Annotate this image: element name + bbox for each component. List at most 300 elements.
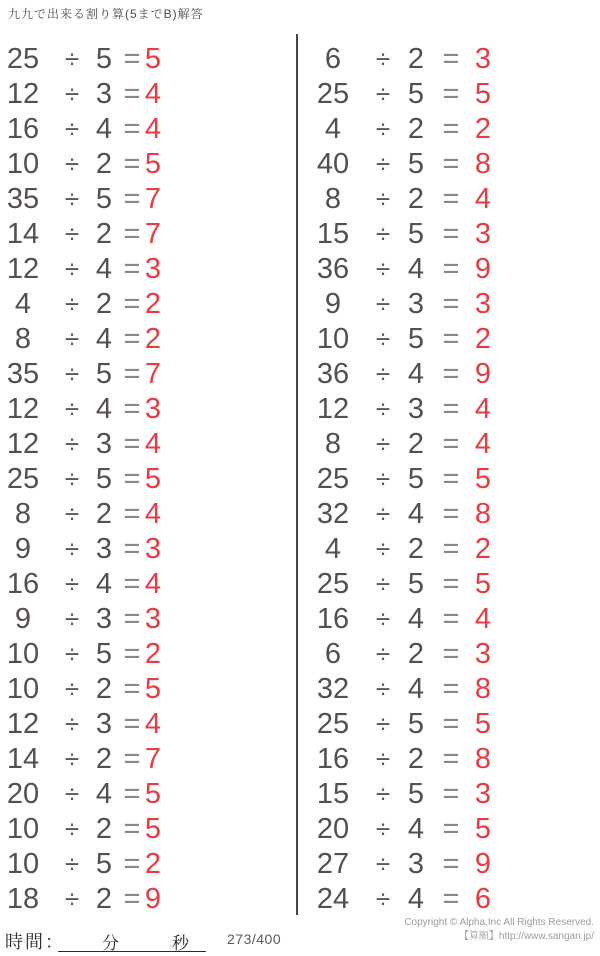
divisor-value: 4 — [407, 673, 425, 705]
answer-value: 7 — [144, 183, 162, 215]
problem-row — [0, 532, 240, 567]
answer-value: 5 — [474, 463, 492, 495]
divisor-value: 5 — [407, 78, 425, 110]
copyright-notice — [404, 916, 594, 944]
divisor-value: 3 — [407, 288, 425, 320]
divisor-value: 5 — [407, 148, 425, 180]
divide-sign: ÷ — [64, 184, 80, 214]
equals-sign: = — [123, 533, 141, 565]
problem-row — [310, 462, 550, 497]
divisor-value: 3 — [407, 393, 425, 425]
problem-row — [0, 777, 240, 812]
divide-sign: ÷ — [375, 464, 391, 494]
divisor-value: 3 — [95, 428, 113, 460]
divisor-value: 3 — [95, 533, 113, 565]
divisor-value: 5 — [407, 708, 425, 740]
divide-sign: ÷ — [64, 534, 80, 564]
divide-sign: ÷ — [375, 289, 391, 319]
problem-row — [310, 322, 550, 357]
equals-sign: = — [123, 183, 141, 215]
divide-sign: ÷ — [375, 884, 391, 914]
column-divider-line — [296, 34, 298, 915]
equals-sign: = — [123, 78, 141, 110]
divide-sign: ÷ — [64, 394, 80, 424]
answer-value: 7 — [144, 358, 162, 390]
answer-value: 5 — [144, 148, 162, 180]
problem-row — [310, 217, 550, 252]
equals-sign: = — [442, 463, 460, 495]
dividend-value: 8 — [324, 428, 342, 460]
answer-value: 2 — [474, 113, 492, 145]
problem-row — [310, 532, 550, 567]
equals-sign: = — [442, 288, 460, 320]
equals-sign: = — [442, 848, 460, 880]
equals-sign: = — [123, 253, 141, 285]
equals-sign: = — [442, 498, 460, 530]
answer-value: 4 — [144, 498, 162, 530]
dividend-value: 14 — [6, 743, 40, 775]
problem-row — [310, 42, 550, 77]
time-label: 時間： — [5, 932, 65, 952]
divide-sign: ÷ — [64, 709, 80, 739]
divide-sign: ÷ — [64, 324, 80, 354]
equals-sign: = — [442, 533, 460, 565]
answer-value: 3 — [144, 393, 162, 425]
equals-sign: = — [442, 43, 460, 75]
dividend-value: 16 — [6, 568, 40, 600]
answer-value: 5 — [474, 813, 492, 845]
dividend-value: 35 — [6, 183, 40, 215]
problem-row — [310, 777, 550, 812]
equals-sign: = — [123, 393, 141, 425]
copyright-line2: 【算願】http://www.sangan.jp/ — [458, 931, 594, 942]
divide-sign: ÷ — [64, 744, 80, 774]
dividend-value: 4 — [324, 533, 342, 565]
answer-value: 3 — [474, 638, 492, 670]
dividend-value: 15 — [316, 218, 350, 250]
equals-sign: = — [123, 673, 141, 705]
dividend-value: 10 — [6, 813, 40, 845]
dividend-value: 36 — [316, 358, 350, 390]
answer-value: 2 — [474, 533, 492, 565]
dividend-value: 25 — [316, 78, 350, 110]
answer-value: 6 — [474, 883, 492, 915]
answer-value: 2 — [144, 323, 162, 355]
problem-row — [0, 77, 240, 112]
dividend-value: 9 — [14, 603, 32, 635]
divisor-value: 2 — [95, 673, 113, 705]
dividend-value: 10 — [6, 848, 40, 880]
divisor-value: 4 — [407, 603, 425, 635]
divide-sign: ÷ — [375, 149, 391, 179]
dividend-value: 16 — [316, 743, 350, 775]
equals-sign: = — [123, 708, 141, 740]
divisor-value: 5 — [407, 463, 425, 495]
equals-sign: = — [442, 778, 460, 810]
divide-sign: ÷ — [64, 779, 80, 809]
equals-sign: = — [123, 883, 141, 915]
dividend-value: 9 — [14, 533, 32, 565]
equals-sign: = — [442, 428, 460, 460]
divide-sign: ÷ — [375, 534, 391, 564]
problem-row — [310, 637, 550, 672]
problem-row — [0, 497, 240, 532]
divide-sign: ÷ — [375, 114, 391, 144]
answer-value: 9 — [144, 883, 162, 915]
dividend-value: 20 — [6, 778, 40, 810]
dividend-value: 12 — [6, 708, 40, 740]
answer-value: 3 — [474, 288, 492, 320]
divide-sign: ÷ — [64, 569, 80, 599]
equals-sign: = — [442, 568, 460, 600]
problems-column-right — [310, 42, 550, 917]
equals-sign: = — [442, 673, 460, 705]
answer-value: 4 — [144, 428, 162, 460]
problem-row — [0, 427, 240, 462]
dividend-value: 32 — [316, 498, 350, 530]
divisor-value: 5 — [95, 183, 113, 215]
equals-sign: = — [123, 568, 141, 600]
dividend-value: 32 — [316, 673, 350, 705]
dividend-value: 8 — [14, 323, 32, 355]
divisor-value: 4 — [95, 113, 113, 145]
dividend-value: 14 — [6, 218, 40, 250]
dividend-value: 10 — [6, 148, 40, 180]
problem-row — [310, 252, 550, 287]
equals-sign: = — [123, 463, 141, 495]
divisor-value: 5 — [95, 848, 113, 880]
problem-row — [310, 497, 550, 532]
divide-sign: ÷ — [375, 814, 391, 844]
problem-row — [310, 672, 550, 707]
problem-row — [310, 602, 550, 637]
equals-sign: = — [442, 148, 460, 180]
divide-sign: ÷ — [375, 674, 391, 704]
equals-sign: = — [442, 883, 460, 915]
dividend-value: 25 — [6, 43, 40, 75]
problem-row — [0, 672, 240, 707]
equals-sign: = — [123, 148, 141, 180]
equals-sign: = — [442, 743, 460, 775]
equals-sign: = — [442, 253, 460, 285]
equals-sign: = — [123, 218, 141, 250]
problem-row — [310, 77, 550, 112]
divisor-value: 4 — [95, 393, 113, 425]
problem-row — [0, 462, 240, 497]
page-indicator: 273/400 — [227, 931, 282, 947]
dividend-value: 10 — [316, 323, 350, 355]
divisor-value: 4 — [95, 323, 113, 355]
divisor-value: 2 — [407, 533, 425, 565]
dividend-value: 12 — [6, 78, 40, 110]
dividend-value: 8 — [14, 498, 32, 530]
answer-value: 5 — [144, 778, 162, 810]
equals-sign: = — [123, 498, 141, 530]
divide-sign: ÷ — [64, 604, 80, 634]
problem-row — [310, 882, 550, 917]
divisor-value: 4 — [407, 813, 425, 845]
divide-sign: ÷ — [375, 779, 391, 809]
divisor-value: 4 — [407, 883, 425, 915]
answer-value: 3 — [474, 778, 492, 810]
problem-row — [310, 567, 550, 602]
divisor-value: 5 — [407, 568, 425, 600]
divisor-value: 2 — [407, 638, 425, 670]
divisor-value: 2 — [407, 428, 425, 460]
answer-value: 7 — [144, 743, 162, 775]
dividend-value: 25 — [6, 463, 40, 495]
dividend-value: 9 — [324, 288, 342, 320]
divisor-value: 4 — [407, 358, 425, 390]
divisor-value: 3 — [95, 603, 113, 635]
equals-sign: = — [123, 603, 141, 635]
answer-value: 4 — [474, 603, 492, 635]
answer-value: 8 — [474, 673, 492, 705]
divisor-value: 4 — [95, 778, 113, 810]
problems-column-left — [0, 42, 240, 917]
equals-sign: = — [442, 393, 460, 425]
equals-sign: = — [123, 288, 141, 320]
answer-value: 4 — [474, 428, 492, 460]
dividend-value: 35 — [6, 358, 40, 390]
equals-sign: = — [442, 638, 460, 670]
answer-value: 3 — [474, 43, 492, 75]
equals-sign: = — [442, 603, 460, 635]
answer-value: 9 — [474, 253, 492, 285]
divisor-value: 2 — [407, 113, 425, 145]
divisor-value: 2 — [95, 883, 113, 915]
divide-sign: ÷ — [375, 394, 391, 424]
dividend-value: 24 — [316, 883, 350, 915]
dividend-value: 8 — [324, 183, 342, 215]
answer-value: 3 — [144, 603, 162, 635]
dividend-value: 10 — [6, 673, 40, 705]
divide-sign: ÷ — [375, 639, 391, 669]
divide-sign: ÷ — [64, 849, 80, 879]
divisor-value: 4 — [407, 253, 425, 285]
answer-value: 4 — [474, 183, 492, 215]
divide-sign: ÷ — [64, 289, 80, 319]
divide-sign: ÷ — [64, 814, 80, 844]
divide-sign: ÷ — [375, 569, 391, 599]
dividend-value: 12 — [6, 428, 40, 460]
answer-value: 8 — [474, 148, 492, 180]
equals-sign: = — [123, 113, 141, 145]
answer-value: 2 — [144, 288, 162, 320]
dividend-value: 27 — [316, 848, 350, 880]
divide-sign: ÷ — [375, 44, 391, 74]
divisor-value: 3 — [95, 708, 113, 740]
equals-sign: = — [123, 358, 141, 390]
dividend-value: 20 — [316, 813, 350, 845]
divide-sign: ÷ — [64, 219, 80, 249]
dividend-value: 18 — [6, 883, 40, 915]
divide-sign: ÷ — [64, 639, 80, 669]
problem-row — [0, 637, 240, 672]
divide-sign: ÷ — [375, 359, 391, 389]
minutes-unit-label: 分 — [102, 934, 119, 953]
answer-value: 3 — [144, 533, 162, 565]
divisor-value: 2 — [95, 813, 113, 845]
problem-row — [0, 357, 240, 392]
divisor-value: 2 — [95, 218, 113, 250]
divisor-value: 4 — [95, 253, 113, 285]
divide-sign: ÷ — [375, 709, 391, 739]
answer-value: 4 — [474, 393, 492, 425]
divide-sign: ÷ — [375, 744, 391, 774]
divisor-value: 5 — [407, 778, 425, 810]
dividend-value: 6 — [324, 43, 342, 75]
dividend-value: 4 — [14, 288, 32, 320]
divisor-value: 5 — [95, 638, 113, 670]
dividend-value: 4 — [324, 113, 342, 145]
problem-row — [0, 147, 240, 182]
problem-row — [310, 112, 550, 147]
problem-row — [0, 322, 240, 357]
problem-row — [310, 742, 550, 777]
divisor-value: 2 — [95, 288, 113, 320]
divide-sign: ÷ — [64, 464, 80, 494]
answer-value: 2 — [144, 638, 162, 670]
problem-row — [0, 42, 240, 77]
equals-sign: = — [442, 708, 460, 740]
answer-value: 4 — [144, 568, 162, 600]
equals-sign: = — [442, 78, 460, 110]
answer-value: 4 — [144, 708, 162, 740]
answer-value: 9 — [474, 848, 492, 880]
answer-value: 2 — [474, 323, 492, 355]
divide-sign: ÷ — [375, 849, 391, 879]
problem-row — [310, 847, 550, 882]
divisor-value: 2 — [407, 743, 425, 775]
divide-sign: ÷ — [64, 499, 80, 529]
divisor-value: 2 — [95, 743, 113, 775]
seconds-unit-label: 秒 — [172, 934, 189, 953]
divide-sign: ÷ — [64, 79, 80, 109]
answer-value: 5 — [144, 43, 162, 75]
divide-sign: ÷ — [64, 114, 80, 144]
answer-value: 9 — [474, 358, 492, 390]
equals-sign: = — [123, 778, 141, 810]
problem-row — [0, 602, 240, 637]
divisor-value: 5 — [95, 43, 113, 75]
divide-sign: ÷ — [375, 254, 391, 284]
equals-sign: = — [123, 848, 141, 880]
problem-row — [0, 812, 240, 847]
divisor-value: 4 — [407, 498, 425, 530]
problem-row — [0, 567, 240, 602]
divide-sign: ÷ — [64, 359, 80, 389]
divisor-value: 4 — [95, 568, 113, 600]
problem-row — [310, 357, 550, 392]
divide-sign: ÷ — [375, 184, 391, 214]
divide-sign: ÷ — [64, 254, 80, 284]
dividend-value: 36 — [316, 253, 350, 285]
problem-row — [0, 112, 240, 147]
answer-value: 5 — [474, 78, 492, 110]
divisor-value: 5 — [407, 323, 425, 355]
divide-sign: ÷ — [64, 149, 80, 179]
divisor-value: 2 — [407, 183, 425, 215]
problem-row — [0, 182, 240, 217]
problem-row — [310, 147, 550, 182]
dividend-value: 16 — [6, 113, 40, 145]
answer-value: 5 — [474, 708, 492, 740]
dividend-value: 12 — [6, 393, 40, 425]
equals-sign: = — [123, 813, 141, 845]
dividend-value: 16 — [316, 603, 350, 635]
answer-value: 5 — [144, 813, 162, 845]
dividend-value: 12 — [316, 393, 350, 425]
equals-sign: = — [442, 358, 460, 390]
equals-sign: = — [123, 428, 141, 460]
divide-sign: ÷ — [375, 499, 391, 529]
answer-value: 3 — [144, 253, 162, 285]
equals-sign: = — [442, 113, 460, 145]
divisor-value: 3 — [95, 78, 113, 110]
answer-value: 3 — [474, 218, 492, 250]
divide-sign: ÷ — [64, 429, 80, 459]
problem-row — [310, 287, 550, 322]
answer-value: 2 — [144, 848, 162, 880]
answer-value: 8 — [474, 498, 492, 530]
answer-value: 5 — [474, 568, 492, 600]
divide-sign: ÷ — [375, 429, 391, 459]
equals-sign: = — [442, 323, 460, 355]
divide-sign: ÷ — [64, 884, 80, 914]
problem-row — [310, 427, 550, 462]
dividend-value: 25 — [316, 708, 350, 740]
dividend-value: 15 — [316, 778, 350, 810]
problem-row — [0, 252, 240, 287]
divisor-value: 3 — [407, 848, 425, 880]
problem-row — [0, 217, 240, 252]
equals-sign: = — [442, 813, 460, 845]
dividend-value: 40 — [316, 148, 350, 180]
divide-sign: ÷ — [64, 44, 80, 74]
divisor-value: 5 — [407, 218, 425, 250]
problem-row — [310, 182, 550, 217]
answer-value: 4 — [144, 78, 162, 110]
dividend-value: 25 — [316, 463, 350, 495]
problem-row — [0, 392, 240, 427]
problem-row — [0, 287, 240, 322]
problem-row — [0, 847, 240, 882]
problem-row — [0, 707, 240, 742]
divide-sign: ÷ — [375, 324, 391, 354]
divide-sign: ÷ — [375, 219, 391, 249]
divide-sign: ÷ — [64, 674, 80, 704]
problem-row — [0, 742, 240, 777]
dividend-value: 6 — [324, 638, 342, 670]
answer-value: 7 — [144, 218, 162, 250]
equals-sign: = — [123, 323, 141, 355]
answer-value: 8 — [474, 743, 492, 775]
equals-sign: = — [123, 638, 141, 670]
answer-value: 5 — [144, 463, 162, 495]
dividend-value: 12 — [6, 253, 40, 285]
equals-sign: = — [442, 183, 460, 215]
divisor-value: 5 — [95, 463, 113, 495]
divisor-value: 2 — [407, 43, 425, 75]
copyright-line1: Copyright © Alpha.Inc All Rights Reserved. — [404, 917, 594, 928]
problem-row — [0, 882, 240, 917]
divisor-value: 2 — [95, 498, 113, 530]
dividend-value: 10 — [6, 638, 40, 670]
problem-row — [310, 707, 550, 742]
equals-sign: = — [442, 218, 460, 250]
divisor-value: 5 — [95, 358, 113, 390]
